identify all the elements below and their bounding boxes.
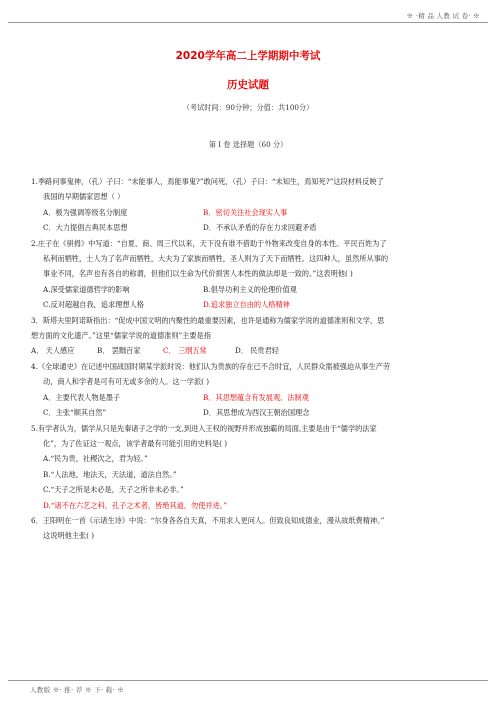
- page-subtitle: 历史试题: [227, 79, 269, 91]
- footer-divider: [8, 680, 488, 681]
- question-1-options-row-2: [31, 220, 471, 235]
- question-1: [31, 174, 471, 236]
- option-b: B． 罢黜百家: [97, 346, 141, 356]
- option-a: A.“民为贵，社稷次之，君为轻。”: [43, 454, 148, 464]
- question-4-stem-line-2: 动，商人和学者是可有可无或多余的人。这一学派( ): [43, 377, 210, 387]
- option-d: D.追求独立自由的人格精神: [203, 300, 290, 310]
- question-5: [31, 421, 471, 513]
- question-1-stem-line-2: 我国的早期儒家思想（ ）: [43, 192, 125, 202]
- option-c: C.反对超越自我，追求理想人格: [43, 300, 144, 310]
- question-3-options: [31, 343, 471, 358]
- option-d: D．不承认矛盾的存在力求回避矛盾: [203, 223, 317, 233]
- footer-note: 人教版 ※· 推· 荐 ※ 下· 载· ※: [30, 686, 125, 694]
- question-2-stem-line-1: 2.庄子在《骈拇》中写道：“自夏、商、周三代以来，天下没有谁不借助于外物来改变自身的本性。平民百姓为了: [31, 238, 387, 248]
- question-6-stem-line-1: 6．王阳明在一首《示诸生诗》中说：“尔身各各自天真，不用求人更问人。但致良知成德业，漫从故纸费精神。”: [31, 515, 385, 525]
- option-d: D．其思想成为西汉王朝治国理念: [203, 408, 310, 418]
- questions: [31, 174, 471, 544]
- question-4-stem-line-1: 4.《全球通史》在记述中国战国时期某学派时说：他们认为贵族的存在已不合时宜，人民群众需被强迫从事生产劳: [31, 361, 391, 371]
- option-b: B．密切关注社会现实人事: [203, 207, 288, 217]
- question-4-options-row-1: [31, 390, 471, 405]
- question-6: [31, 513, 471, 544]
- option-c: C.“天子之所是未必是，天子之所非未必非。”: [43, 485, 184, 495]
- question-2-stem-line-2: 私利而牺牲，士人为了名声而牺牲，大夫为了家族而牺牲，圣人则为了天下而牺牲。这四种人，虽然所从事的: [43, 254, 389, 264]
- option-a: A.深受儒家道德哲学的影响: [43, 284, 130, 294]
- question-3: [31, 313, 471, 359]
- option-a: A． 天人感应: [31, 346, 75, 356]
- exam-info: （考试时间：90分钟；分值：共100分）: [182, 103, 314, 112]
- question-4-options-row-2: [31, 405, 471, 420]
- question-2-options-row-1: [31, 282, 471, 297]
- option-b: B.“人法地，地法天，天法道，道法自然。”: [43, 469, 177, 479]
- option-c: C．大力提倡古典民本思想: [43, 223, 128, 233]
- option-d: D． 民贵君轻: [235, 346, 279, 356]
- question-2: [31, 236, 471, 313]
- question-6-stem-line-2: 这说明他主张( ): [43, 531, 95, 541]
- option-a: A．主要代表人物是墨子: [43, 392, 121, 402]
- question-1-stem-line-1: 1.季路问事鬼神，（孔）子曰：“未能事人，焉能事鬼?”敢问死，（孔）子曰：“未知生，焉知死?”这段材料反映了: [31, 177, 384, 186]
- option-b: B.倡导功利主义的伦理价值观: [203, 284, 297, 294]
- section-title: 第 I 卷 选择题（60 分）: [208, 140, 288, 149]
- option-c: C．主张“顺其自然”: [43, 408, 107, 418]
- question-3-stem-line-2: 想方面的文化遗产。”这里“儒家学说的道德准则”主要是指: [31, 331, 211, 341]
- question-4: [31, 359, 471, 421]
- option-c: C． 三纲五常: [163, 346, 207, 356]
- header-note: ※ ·精 品 人教 试 卷· ※: [406, 12, 480, 20]
- option-d: D.“诸不在六艺之科，孔子之术者，皆绝其道，勿使并进。”: [43, 500, 228, 510]
- question-5-stem-line-2: 化”，为了佐证这一观点，该学者最有可能引用的史料是( ): [43, 438, 228, 448]
- question-3-stem-line-1: 3．斯塔夫里阿诺斯指出：“促成中国文明的内聚性的最重要因素，也许是通称为儒家学说的道德准则和文学、思: [31, 315, 385, 325]
- question-1-options-row-1: [31, 205, 471, 220]
- question-2-stem-line-3: 事业不同，名声也有各自的称谓，但他们以生命为代价损害人本性的做法却是一致的。”这表明他( ): [43, 269, 353, 279]
- option-a: A．极为强调等级名分制度: [43, 207, 128, 217]
- question-2-options-row-2: [31, 297, 471, 312]
- question-5-stem-line-1: 5.有学者认为，儒学从只是先秦诸子之学的一支,到进入王权的视野并形成独霸的局面,主要是由于“儒学的法家: [31, 423, 377, 433]
- option-b: B．其思想蕴含有发展观、法制观: [203, 392, 309, 402]
- header-divider: [8, 22, 488, 23]
- page-title: 2020学年高二上学期期中考试: [175, 50, 321, 62]
